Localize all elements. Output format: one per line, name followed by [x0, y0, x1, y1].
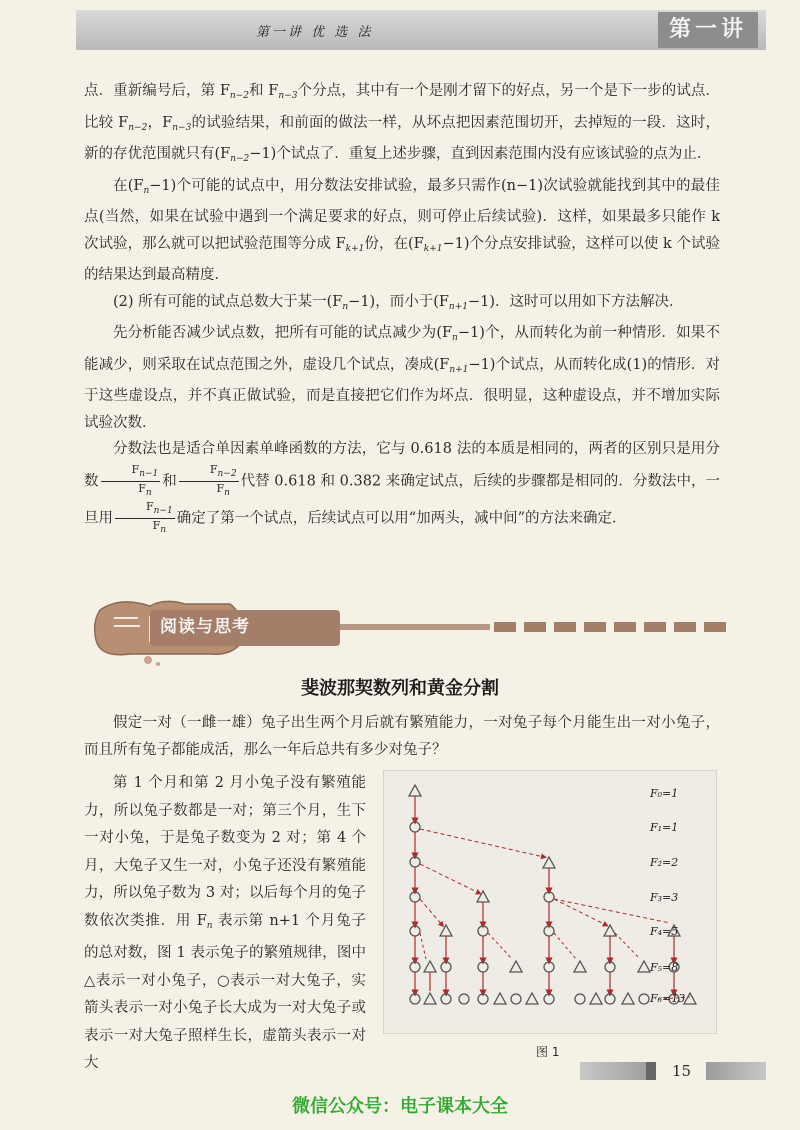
- rabbit-tree-diagram: [384, 771, 716, 1033]
- section-title: 斐波那契数列和黄金分割: [301, 678, 499, 699]
- figure-label-f5: F₅=8: [650, 961, 679, 974]
- article-intro: 假定一对（一雌一雄）兔子出生两个月后就有繁殖能力，一对兔子每个月能生出一对小兔子，而且所有兔子都能成活，那么一年后总共有多少对兔子？: [84, 715, 720, 758]
- triangle-icon: [409, 785, 421, 796]
- figure-label-f4: F₄=5: [650, 925, 679, 938]
- figure-label-f1: F₁=1: [650, 821, 679, 834]
- banner-label: 阅读与思考: [160, 617, 250, 637]
- chapter-title: 第一讲 优 选 法: [256, 25, 374, 40]
- figure-label-f6: F₆=13: [650, 992, 686, 1005]
- fraction-2: $\frac{F_{n-2}}{F_n}$: [179, 463, 239, 500]
- body-text: [84, 78, 720, 537]
- paragraph-1: 点．重新编号后，第 $F_{n-2}$和 $F_{n-3}$个分点，其中有一个是刚才留下的好点，另一个是下一步的试点．比较 $F_{n-2}$，$F_{n-3}$的试验结果，和前面的做法一样，从坏点把因素范围切开，去掉短的一段．这时，新的存优范围就只有$(F_{n-2}-1)$个试点了．重复上述步骤，直到因素范围内没有应该试验的点为止．: [84, 83, 721, 164]
- article-left-column: 第 1 个月和第 2 月小兔子没有繁殖能力，所以兔子数都是一对；第三个月，生下一对小兔，于是兔子数变为 2 对；第 4 个月，大兔子又生一对，小兔子还没有繁殖能力，所以兔子数为 3 对；以后每个月的兔子数依次类推．用 $F_n$ 表示第 n+1 个月兔子的总对数，图 1 表示兔子的繁殖规律，图中△表示一对小兔子，○表示一对大兔子，实箭头表示一对小兔子长大成为一对大兔子或表示一对大兔子照样生长，虚箭头表示一对大: [84, 775, 367, 1071]
- figure-label-f2: F₂=2: [650, 856, 679, 869]
- fraction-3: $\frac{F_{n-1}}{F_n}$: [115, 500, 175, 537]
- chapter-tag: 第一讲: [658, 12, 758, 48]
- footer-bar-left: [580, 1062, 656, 1080]
- figure-label-f0: F₀=1: [650, 787, 679, 800]
- watermark: 微信公众号：电子课本大全: [292, 1096, 508, 1117]
- page-header: [76, 10, 766, 50]
- figure-label-f3: F₃=3: [650, 891, 679, 904]
- footer-bar-right: [706, 1062, 766, 1080]
- paragraph-3: (2) 所有可能的试点总数大于某一$(F_n-1)$，而小于$(F_{n+1}-1)$．这时可以用如下方法解决．: [113, 293, 684, 312]
- paragraph-2: 在$(F_n-1)$个可能的试点中，用分数法安排试验，最多只需作(n−1)次试验就能找到其中的最佳点(当然，如果在试验中遇到一个满足要求的好点，则可停止后续试验)．这样，如果最多只能作 k 次试验，那么就可以把试验范围等分成 $F_{k+1}$份，在$(F_{k+1}-1)$个分点安排试验，这样可以使 k 个试验的结果达到最高精度．: [84, 177, 720, 283]
- rabbit-tree-figure: [383, 770, 717, 1034]
- circle-icon: [410, 822, 420, 832]
- fraction-1: $\frac{F_{n-1}}{F_n}$: [101, 463, 161, 500]
- paragraph-5: 分数法也是适合单因素单峰函数的方法，它与 0.618 法的本质是相同的，两者的区别只是用分数 $\frac{F_{n-1}}{F_n}$ 和 $\frac{F_{n-2}}{F_n}$ 代替 0.618 和 0.382 来确定试点，后续的步骤都是相同的．分数法中，一旦用 $\frac{F_{n-1}}{F_n}$ 确定了第一个试点，后续试点可以用“加两头，减中间”的方法来确定．: [84, 441, 721, 535]
- figure-caption: 图 1: [536, 1045, 560, 1059]
- page-number: 15: [672, 1062, 692, 1080]
- footer-bar-accent: [646, 1062, 656, 1080]
- paragraph-4: 先分析能否减少试点数，把所有可能的试点减少为$(F_n-1)$个，从而转化为前一种情形．如果不能减少，则采取在试点范围之外，虚设几个试点，凑成$(F_{n+1}-1)$个试点，从而转化成(1)的情形．对于这些虚设点，并不真正做试验，而是直接把它们作为坏点．很明显，这种虚设点，并不增加实际试验次数．: [84, 325, 721, 431]
